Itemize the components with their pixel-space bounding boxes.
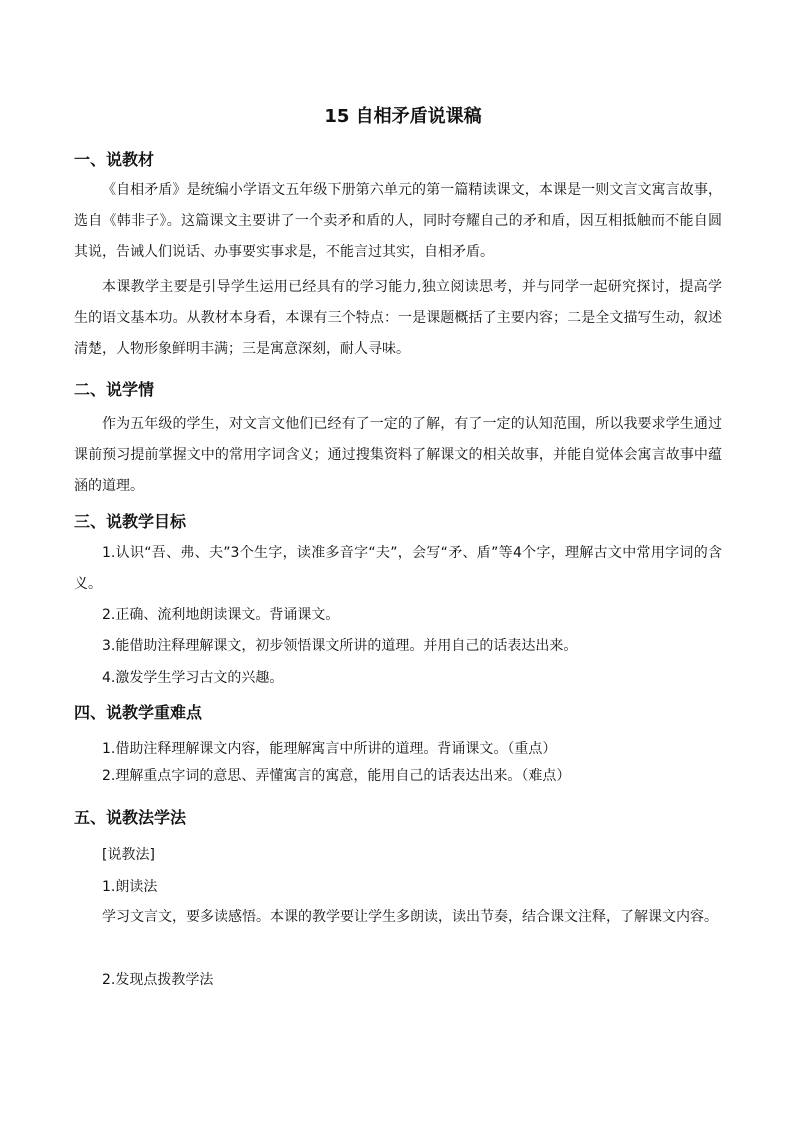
objective-item-1: 1.认识“吾、弗、夫”3个生字，读准多音字“夫”，会写“矛、盾”等4个字，理解古文中常用字词的含义。 (74, 545, 722, 592)
key-point-item-2: 2.理解重点字词的意思、弄懂寓言的寓意，能用自己的话表达出来。（难点） (102, 768, 571, 784)
section-heading-methods: 五、说教法学法 (74, 808, 187, 827)
objective-item-3: 3.能借助注释理解课文，初步领悟课文所讲的道理。并用自己的话表达出来。 (102, 638, 578, 654)
objective-item-4: 4.激发学生学习古文的兴趣。 (102, 670, 284, 686)
method-item-reading: 1.朗读法 (102, 879, 158, 895)
paragraph-textbook-intro: 《自相矛盾》是统编小学语文五年级下册第六单元的第一篇精读课文，本课是一则文言文寓言故事，选自《韩非子》。这篇课文主要讲了一个卖矛和盾的人，同时夸耀自己的矛和盾，因互相抵触而不能自圆其说，告诫人们说话、办事要实事求是，不能言过其实，自相矛盾。 (74, 182, 722, 260)
key-point-item-1: 1.借助注释理解课文内容，能理解寓言中所讲的道理。背诵课文。（重点） (102, 741, 557, 757)
paragraph-textbook-features: 本课教学主要是引导学生运用已经具有的学习能力,独立阅读思考，并与同学一起研究探讨，提高学生的语文基本功。从教材本身看，本课有三个特点：一是课题概括了主要内容；二是全文描写生动，叙述清楚，人物形象鲜明丰满；三是寓意深刻，耐人寻味。 (74, 279, 722, 357)
document-title: 15 自相矛盾说课稿 (324, 106, 482, 127)
paragraph-learners: 作为五年级的学生，对文言文他们已经有了一定的了解，有了一定的认知范围，所以我要求学生通过课前预习提前掌握文中的常用字词含义；通过搜集资料了解课文的相关故事，并能自觉体会寓言故事中蕴涵的道理。 (74, 416, 722, 494)
section-heading-objectives: 三、说教学目标 (74, 512, 187, 531)
section-heading-learners: 二、说学情 (74, 380, 155, 399)
methods-subheading-teaching: [说教法] (102, 847, 155, 863)
section-heading-key-points: 四、说教学重难点 (74, 703, 203, 722)
section-heading-textbook: 一、说教材 (74, 150, 155, 169)
paragraph-reading-method: 学习文言文，要多读感悟。本课的教学要让学生多朗读，读出节奏，结合课文注释，了解课文内容。 (102, 909, 718, 925)
method-item-discovery: 2.发现点拨教学法 (102, 972, 214, 988)
objective-item-2: 2.正确、流利地朗读课文。背诵课文。 (102, 607, 340, 623)
